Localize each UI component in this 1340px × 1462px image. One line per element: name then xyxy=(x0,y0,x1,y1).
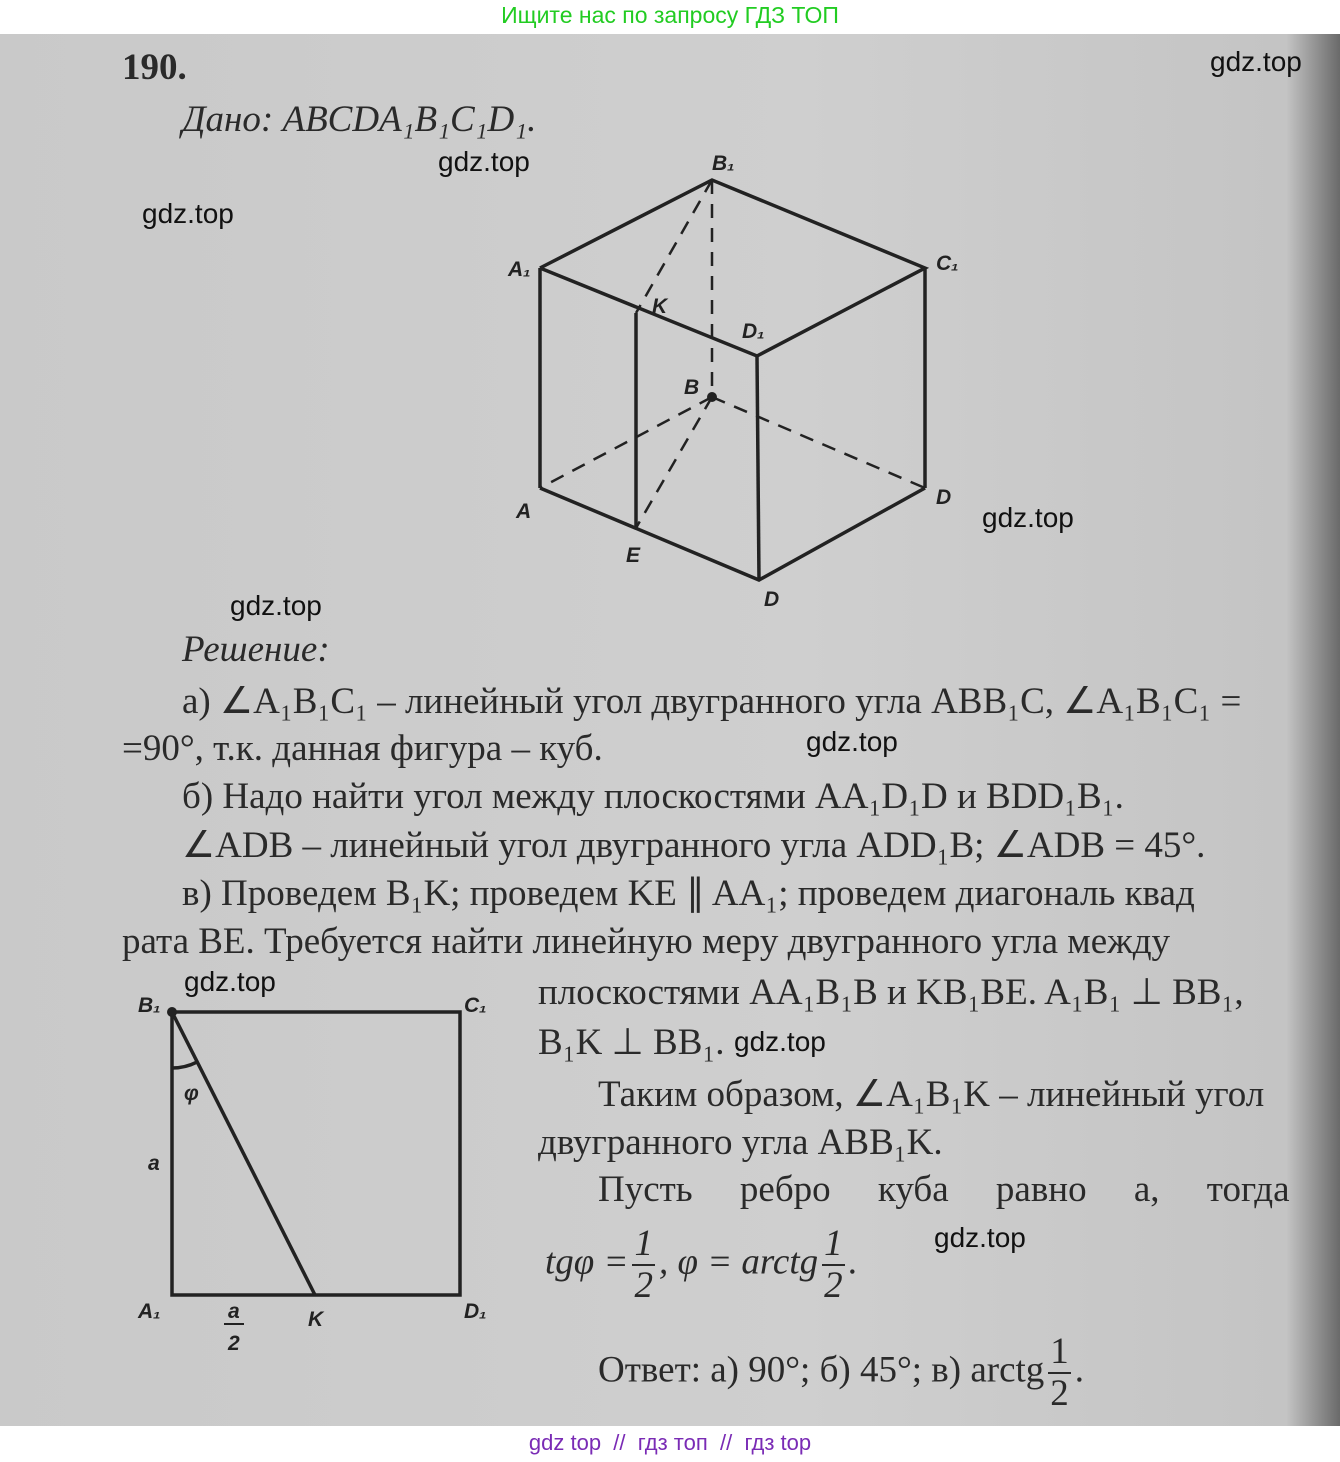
answer-end: . xyxy=(1074,1349,1085,1391)
sq-label-a1: A₁ xyxy=(138,1300,161,1323)
watermark: gdz.top xyxy=(734,1026,826,1057)
label-a1: A₁ xyxy=(508,258,531,281)
text-line: Таким образом, ∠A₁B₁K – линейный угол xyxy=(598,1074,1265,1115)
top-banner[interactable]: Ищите нас по запросу ГДЗ ТОП xyxy=(501,2,839,28)
text-line: =90°, т.к. данная фигура – куб. xyxy=(122,728,603,769)
watermark: gdz.top xyxy=(806,726,898,757)
label-c1: C₁ xyxy=(936,252,959,275)
formula xyxy=(545,1224,858,1306)
formula-lhs: tgφ = xyxy=(545,1241,629,1283)
text-line: а) ∠A₁B₁C₁ – линейный угол двугранного угла ABB₁C, ∠A₁B₁C₁ = xyxy=(182,681,1242,722)
sq-label-b1: B₁ xyxy=(138,994,161,1017)
sq-label-d1: D₁ xyxy=(464,1300,487,1323)
sq-label-phi: φ xyxy=(184,1082,199,1105)
label-e: E xyxy=(626,544,641,567)
formula-num2: 1 xyxy=(824,1223,843,1264)
label-a: A xyxy=(516,500,532,523)
watermark: gdz.top xyxy=(1210,46,1302,77)
sq-label-half-den: 2 xyxy=(228,1332,240,1355)
watermark: gdz.top xyxy=(982,502,1074,533)
text-line: плоскостями AA₁B₁B и KB₁BE. A₁B₁ ⊥ BB₁, xyxy=(538,972,1244,1013)
text-line: B₁K ⊥ BB₁. xyxy=(538,1022,725,1063)
text-line: ∠ADB – линейный угол двугранного угла ADD₁B; ∠ADB = 45°. xyxy=(182,825,1206,866)
problem-number: 190. xyxy=(122,47,187,88)
given: Дано: ABCDA₁B₁C₁D₁. xyxy=(182,99,537,140)
label-d-front: D xyxy=(764,588,780,611)
formula-end: . xyxy=(848,1241,858,1283)
text-line: в) Проведем B₁K; проведем KE ∥ AA₁; проведем диагональ квад xyxy=(182,873,1195,914)
label-b1: B₁ xyxy=(712,152,735,175)
label-d-right: D xyxy=(936,486,952,509)
solution-title: Решение: xyxy=(182,629,330,670)
formula-mid: , φ = arctg xyxy=(658,1241,819,1283)
bottom-banner[interactable]: gdz top // гдз топ // гдз top xyxy=(528,1430,812,1455)
formula-den: 2 xyxy=(634,1265,653,1306)
formula-den2: 2 xyxy=(824,1265,843,1306)
label-k: K xyxy=(652,295,668,318)
sq-label-k: K xyxy=(308,1308,324,1331)
watermark: gdz.top xyxy=(142,198,234,229)
watermark: gdz.top xyxy=(230,590,322,621)
answer-den: 2 xyxy=(1050,1373,1069,1414)
watermark: gdz.top xyxy=(934,1222,1026,1253)
formula-num: 1 xyxy=(634,1223,653,1264)
answer-num: 1 xyxy=(1050,1331,1069,1372)
answer xyxy=(598,1332,1084,1414)
label-b: B xyxy=(684,376,700,399)
text-line: б) Надо найти угол между плоскостями AA₁D₁D и BDD₁B₁. xyxy=(182,776,1124,817)
watermark: gdz.top xyxy=(184,966,276,997)
text-line: двугранного угла ABB₁K. xyxy=(538,1122,943,1163)
text-line: рата BE. Требуется найти линейную меру двугранного угла между xyxy=(122,921,1171,962)
watermark: gdz.top xyxy=(438,146,530,177)
sq-label-c1: C₁ xyxy=(464,994,487,1017)
sq-label-a: a xyxy=(148,1152,160,1175)
text-line: Пусть ребро куба равно a, тогда xyxy=(598,1169,1290,1210)
answer-text: Ответ: а) 90°; б) 45°; в) arctg xyxy=(598,1349,1045,1391)
label-d1: D₁ xyxy=(742,320,765,343)
sq-label-half-num: a xyxy=(228,1300,240,1323)
